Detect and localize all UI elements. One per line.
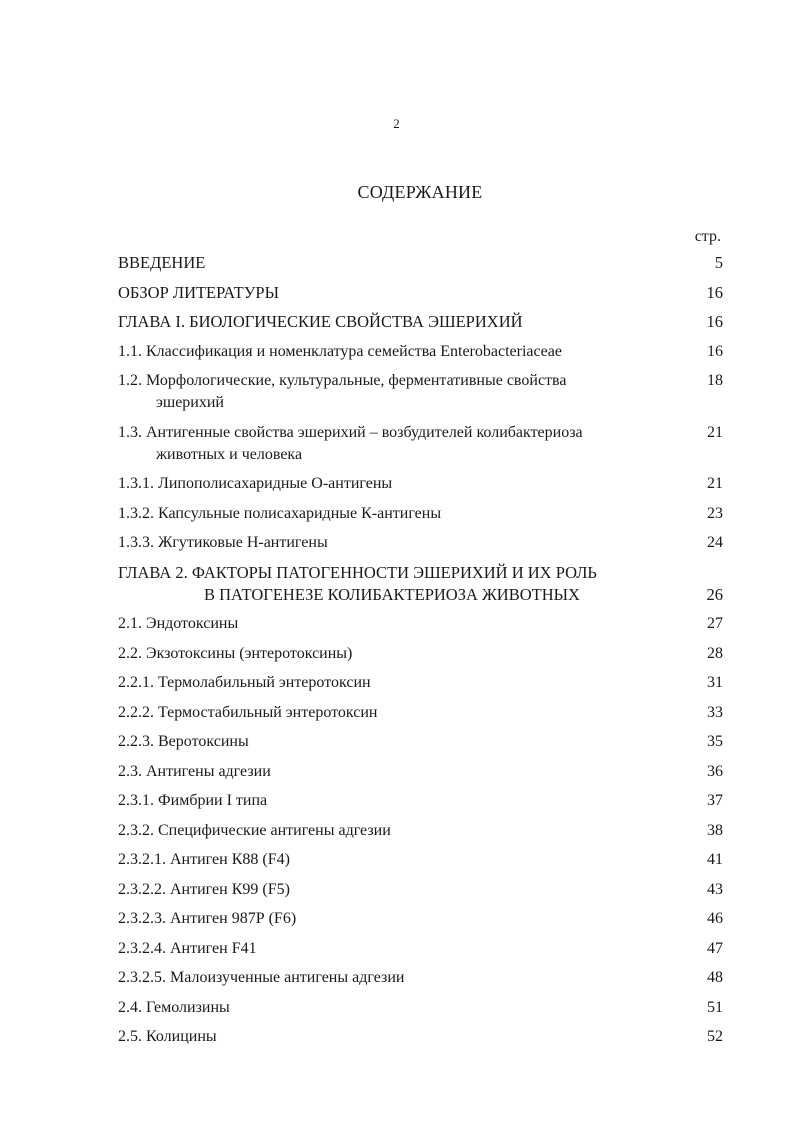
toc-entry-title: 2.3.2. Специфические антигены адгезии [118,821,391,839]
toc-entry-title: 2.2.2. Термостабильный энтеротоксин [118,703,378,721]
toc-entry-2-3-2-2[interactable] [118,879,723,901]
toc-entry-title [118,370,678,414]
toc-entry-2-3-2-1[interactable] [118,849,723,871]
toc-entry-page: 27 [707,615,723,632]
toc-entry-title: 1.3.3. Жгутиковые Н-антигены [118,534,328,551]
toc-entry-2-2-3[interactable] [118,731,723,753]
toc-entry-page: 35 [707,733,723,750]
toc-entry-title-line1: 1.2. Морфологические, культуральные, ферментативные свойства [118,372,567,389]
toc-entry-title: ВВЕДЕНИЕ [118,253,206,272]
toc-entry-1-2[interactable] [118,370,723,414]
toc-entry-title: 2.3. Антигены адгезии [118,762,271,780]
toc-entry-page: 36 [707,762,723,780]
toc-entry-page: 16 [707,342,723,360]
toc-entry-page: 21 [707,423,723,441]
toc-entry-title: 2.3.2.4. Антиген F41 [118,939,257,957]
toc-entry-title: 2.2. Экзотоксины (энтеротоксины) [118,644,353,662]
toc-entry-title-line2: животных и человека [156,445,303,463]
toc-entry-page: 33 [707,703,723,721]
toc-entry-2-3-2-4[interactable] [118,938,723,960]
toc-entry-title: 1.1. Классификация и номенклатура семейства Enterobacteriaceae [118,342,562,360]
toc-entry-page: 46 [707,910,723,927]
page-number: 2 [393,116,400,131]
toc-entry-page: 51 [707,998,723,1016]
toc-entry-title-line2: В ПАТОГЕНЕЗЕ КОЛИБАКТЕРИОЗА ЖИВОТНЫХ [204,584,580,604]
toc-entry-title: ГЛАВА I. БИОЛОГИЧЕСКИЕ СВОЙСТВА ЭШЕРИХИЙ [118,312,523,331]
toc-entry-title: 1.3.1. Липополисахаридные О-антигены [118,475,393,492]
toc-entry-page: 5 [714,253,723,272]
toc-entry-page: 23 [707,504,723,522]
toc-entry-page: 28 [707,644,723,662]
toc-entry-2-2-2[interactable] [118,702,723,724]
toc-entry-chapter-1[interactable] [118,311,723,333]
toc-entry-page: 43 [707,880,723,898]
toc-entry-literature-review[interactable] [118,282,723,304]
toc-entry-page: 48 [707,969,723,986]
toc-entry-chapter-2[interactable] [118,562,723,606]
toc-entry-2-3[interactable] [118,761,723,783]
toc-entry-page: 21 [707,475,723,492]
toc-entry-title: 2.3.1. Фимбрии I типа [118,792,268,809]
toc-entry-title-line2: эшерихий [156,394,224,411]
toc-entry-1-3[interactable] [118,422,723,466]
toc-entry-1-3-1[interactable] [118,473,723,495]
toc-entry-page: 18 [707,372,723,389]
toc-entry-page: 38 [707,821,723,839]
toc-entry-title: 1.3.2. Капсульные полисахаридные К-антигены [118,504,442,522]
toc-entry-title: 2.1. Эндотоксины [118,615,239,632]
toc-entry-title: 2.3.2.2. Антиген К99 (F5) [118,880,290,898]
toc-entry-title: 2.4. Гемолизины [118,998,230,1016]
page-column-header: стр. [694,228,721,245]
toc-entry-page: 52 [707,1028,723,1045]
toc-entry-2-3-2[interactable] [118,820,723,842]
toc-entry-1-3-3[interactable] [118,532,723,554]
toc-entry-2-4[interactable] [118,997,723,1019]
toc-entry-page: 37 [707,792,723,809]
toc-entry-page: 26 [706,584,723,604]
toc-entry-title: 2.2.1. Термолабильный энтеротоксин [118,674,371,691]
toc-entry-2-3-2-5[interactable] [118,967,723,989]
toc-entry-1-1[interactable] [118,341,723,363]
toc-entry-2-5[interactable] [118,1026,723,1048]
toc-entry-title: 2.2.3. Веротоксины [118,733,249,750]
toc-entry-page: 41 [707,851,723,868]
toc-entry-1-3-2[interactable] [118,503,723,525]
toc-entry-2-2-1[interactable] [118,672,723,694]
toc-entry-title-line1: 1.3. Антигенные свойства эшерихий – возбудителей колибактериоза [118,423,583,441]
toc-entry-title: ОБЗОР ЛИТЕРАТУРЫ [118,282,279,302]
toc-entry-page: 24 [707,534,723,551]
toc-entry-2-3-2-3[interactable] [118,908,723,930]
toc-entry-page: 47 [707,939,723,957]
toc-entry-title: 2.3.2.3. Антиген 987Р (F6) [118,910,297,927]
toc-entry-title [118,562,678,606]
toc-entry-title-line1: ГЛАВА 2. ФАКТОРЫ ПАТОГЕННОСТИ ЭШЕРИХИЙ И ИХ РОЛЬ [118,562,597,582]
toc-entry-title: 2.5. Колицины [118,1028,217,1045]
toc-entry-title: 2.3.2.1. Антиген К88 (F4) [118,851,290,868]
toc-entry-2-3-1[interactable] [118,790,723,812]
toc-entry-2-1[interactable] [118,613,723,635]
toc-entry-title: 2.3.2.5. Малоизученные антигены адгезии [118,969,405,986]
page-title: СОДЕРЖАНИЕ [357,182,483,202]
toc-entry-page: 16 [706,282,723,302]
toc-entry-2-2[interactable] [118,643,723,665]
toc-entry-title [118,422,678,466]
table-of-contents [118,252,723,1056]
toc-entry-introduction[interactable] [118,252,723,274]
toc-entry-page: 31 [707,674,723,691]
toc-entry-page: 16 [706,312,723,331]
